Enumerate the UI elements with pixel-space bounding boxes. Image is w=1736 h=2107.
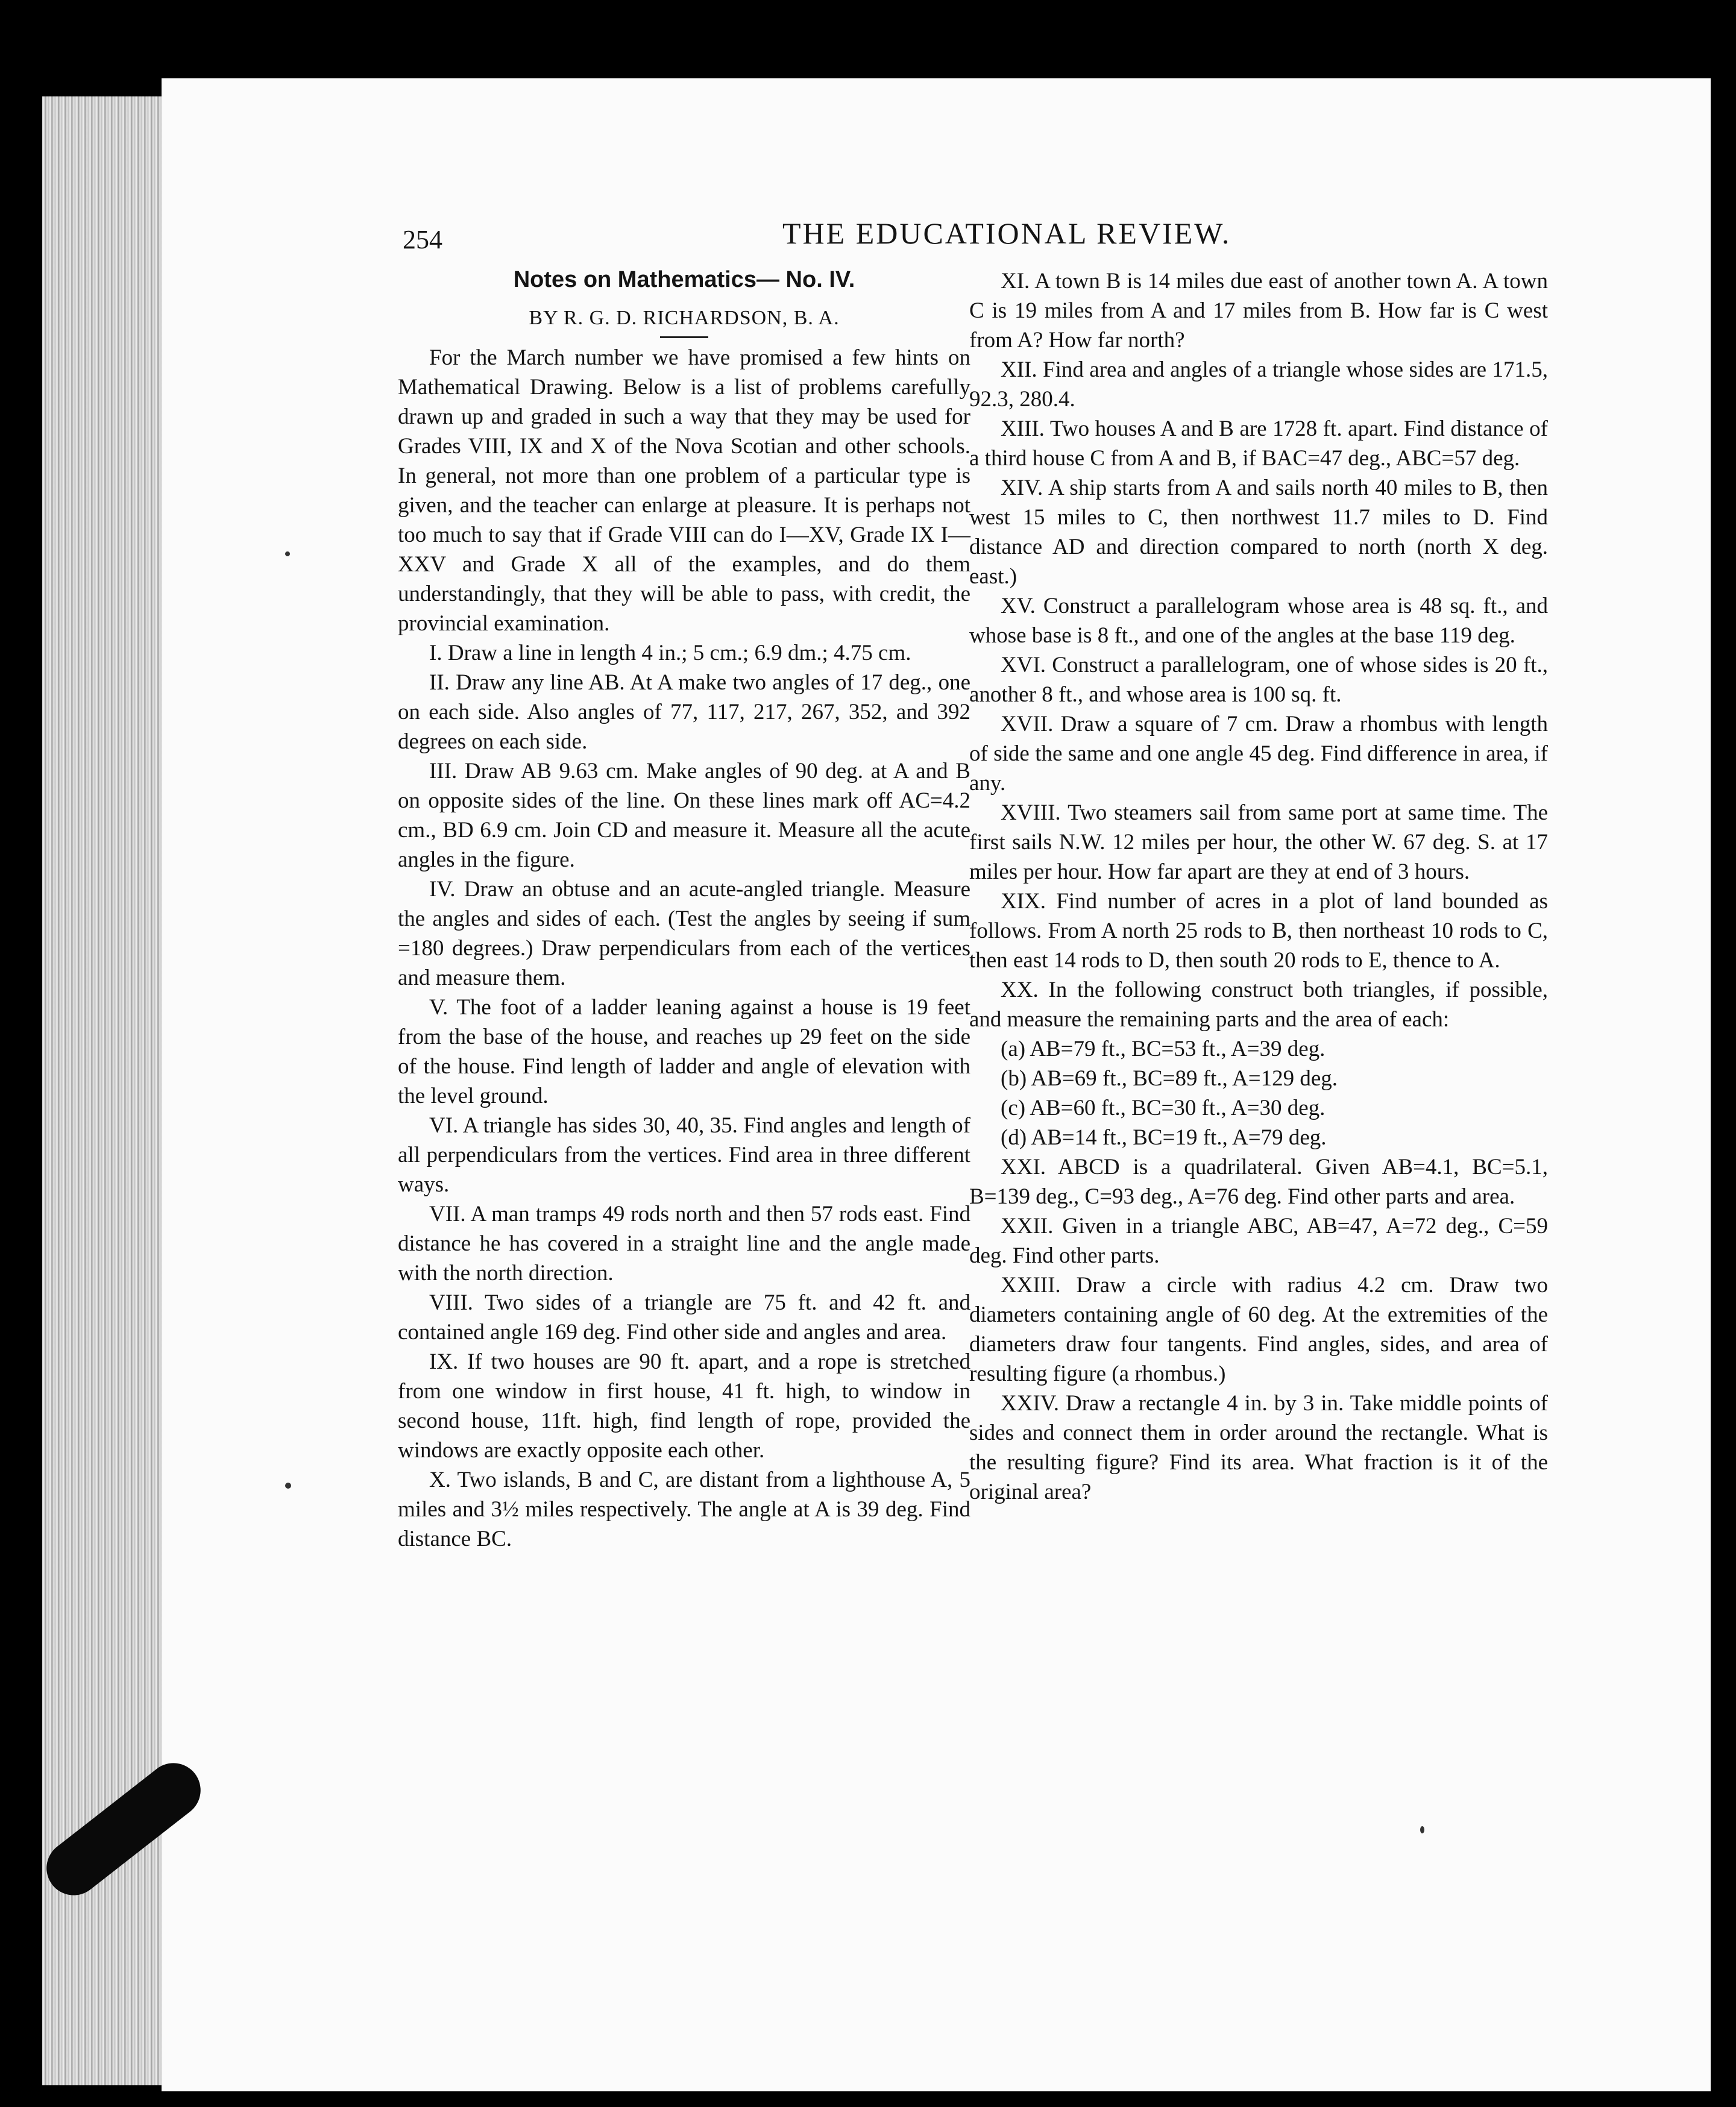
problem-11: XI. A town B is 14 miles due east of another town A. A town C is 19 miles from A and 17 miles from B. How far is C west from A? How far north?	[969, 269, 1548, 353]
intro-paragraph: For the March number we have promised a few hints on Mathematical Drawing. Below is a list of problems carefully drawn up and graded in such a way that they may be used for Grades VIII, IX and X of the Nova Scotian and other schools. In general, not more than one problem of a particular type is given, and the teacher can enlarge at pleasure. It is perhaps not too much to say that if Grade VIII can do I—XV, Grade IX I—XXV and Grade X all of the examples, and do them understandingly, that they will be able to pass, with credit, the provincial examination.	[398, 345, 970, 636]
problem-12: XII. Find area and angles of a triangle whose sides are 171.5, 92.3, 280.4.	[969, 357, 1548, 412]
problem-15: XV. Construct a parallelogram whose area is 48 sq. ft., and whose base is 8 ft., and one of the angles at the base 119 deg.	[969, 594, 1548, 648]
problem-20-item-b: (b) AB=69 ft., BC=89 ft., A=129 deg.	[1001, 1066, 1338, 1091]
problem-14: XIV. A ship starts from A and sails north 40 miles to B, then west 15 miles to C, then northwest 11.7 miles to D. Find distance AD and direction compared to north (north X deg. east.)	[969, 476, 1548, 589]
page-number: 254	[403, 225, 442, 254]
problem-20-item-d: (d) AB=14 ft., BC=19 ft., A=79 deg.	[1001, 1125, 1327, 1150]
scan-speck	[285, 551, 290, 556]
running-header	[162, 216, 1711, 270]
problem-22: XXII. Given in a triangle ABC, AB=47, A=72 deg., C=59 deg. Find other parts.	[969, 1214, 1548, 1268]
journal-title: THE EDUCATIONAL REVIEW.	[782, 216, 1231, 250]
left-column	[398, 265, 970, 1554]
problem-1: I. Draw a line in length 4 in.; 5 cm.; 6.9 dm.; 4.75 cm.	[429, 641, 911, 665]
byline: BY R. G. D. RICHARDSON, B. A.	[529, 307, 840, 329]
problem-2: II. Draw any line AB. At A make two angles of 17 deg., one on each side. Also angles of 77, 117, 217, 267, 352, and 392 degrees on each side.	[398, 670, 970, 754]
problem-24: XXIV. Draw a rectangle 4 in. by 3 in. Take middle points of sides and connect them in order around the rectangle. What is the resulting figure? Find its area. What fraction is it of the original area?	[969, 1391, 1548, 1504]
problem-17: XVII. Draw a square of 7 cm. Draw a rhombus with length of side the same and one angle 45 deg. Find difference in area, if any.	[969, 712, 1548, 796]
problem-16: XVI. Construct a parallelogram, one of whose sides is 20 ft., another 8 ft., and whose area is 100 sq. ft.	[969, 653, 1548, 707]
right-column	[969, 266, 1548, 1507]
scan-speck	[285, 1483, 291, 1489]
problem-18: XVIII. Two steamers sail from same port at same time. The first sails N.W. 12 miles per hour, the other W. 67 deg. S. at 17 miles per hour. How far apart are they at end of 3 hours.	[969, 800, 1548, 884]
article-title: Notes on Mathematics— No. IV.	[513, 267, 855, 292]
problem-21: XXI. ABCD is a quadrilateral. Given AB=4.1, BC=5.1, B=139 deg., C=93 deg., A=76 deg. Find other parts and area.	[969, 1155, 1548, 1209]
journal-page	[162, 78, 1711, 2091]
problem-20-item-a: (a) AB=79 ft., BC=53 ft., A=39 deg.	[1001, 1037, 1326, 1061]
title-rule	[660, 336, 708, 338]
problem-4: IV. Draw an obtuse and an acute-angled triangle. Measure the angles and sides of each. (Test the angles by seeing if sum =180 degrees.) Draw perpendiculars from each of the vertices and measure them.	[398, 877, 970, 990]
problem-10: X. Two islands, B and C, are distant from a lighthouse A, 5 miles and 3½ miles respectively. The angle at A is 39 deg. Find distance BC.	[398, 1468, 970, 1551]
problem-8: VIII. Two sides of a triangle are 75 ft. and 42 ft. and contained angle 169 deg. Find other side and angles and area.	[398, 1290, 970, 1345]
problem-20-item-c: (c) AB=60 ft., BC=30 ft., A=30 deg.	[1001, 1096, 1326, 1120]
problem-9: IX. If two houses are 90 ft. apart, and a rope is stretched from one window in first house, 41 ft. high, to window in second house, 11ft. high, find length of rope, provided the windows are exactly opposite each other.	[398, 1349, 970, 1463]
problem-23: XXIII. Draw a circle with radius 4.2 cm. Draw two diameters containing angle of 60 deg. At the extremities of the diameters draw four tangents. Find angles, sides, and area of resulting figure (a rhombus.)	[969, 1273, 1548, 1386]
scan-speck	[1420, 1826, 1424, 1833]
problem-3: III. Draw AB 9.63 cm. Make angles of 90 deg. at A and B on opposite sides of the line. On these lines mark off AC=4.2 cm., BD 6.9 cm. Join CD and measure it. Measure all the acute angles in the figure.	[398, 759, 970, 872]
problem-5: V. The foot of a ladder leaning against a house is 19 feet from the base of the house, and reaches up 29 feet on the side of the house. Find length of ladder and angle of elevation with the level ground.	[398, 995, 970, 1108]
problem-20: XX. In the following construct both triangles, if possible, and measure the remaining parts and the area of each:	[969, 978, 1548, 1032]
problem-7: VII. A man tramps 49 rods north and then 57 rods east. Find distance he has covered in a straight line and the angle made with the north direction.	[398, 1202, 970, 1286]
problem-13: XIII. Two houses A and B are 1728 ft. apart. Find distance of a third house C from A and B, if BAC=47 deg., ABC=57 deg.	[969, 416, 1548, 471]
problem-19: XIX. Find number of acres in a plot of land bounded as follows. From A north 25 rods to B, then northeast 10 rods to C, then east 14 rods to D, then south 20 rods to E, thence to A.	[969, 889, 1548, 973]
problem-6: VI. A triangle has sides 30, 40, 35. Find angles and length of all perpendiculars from the vertices. Find area in three different ways.	[398, 1113, 970, 1197]
